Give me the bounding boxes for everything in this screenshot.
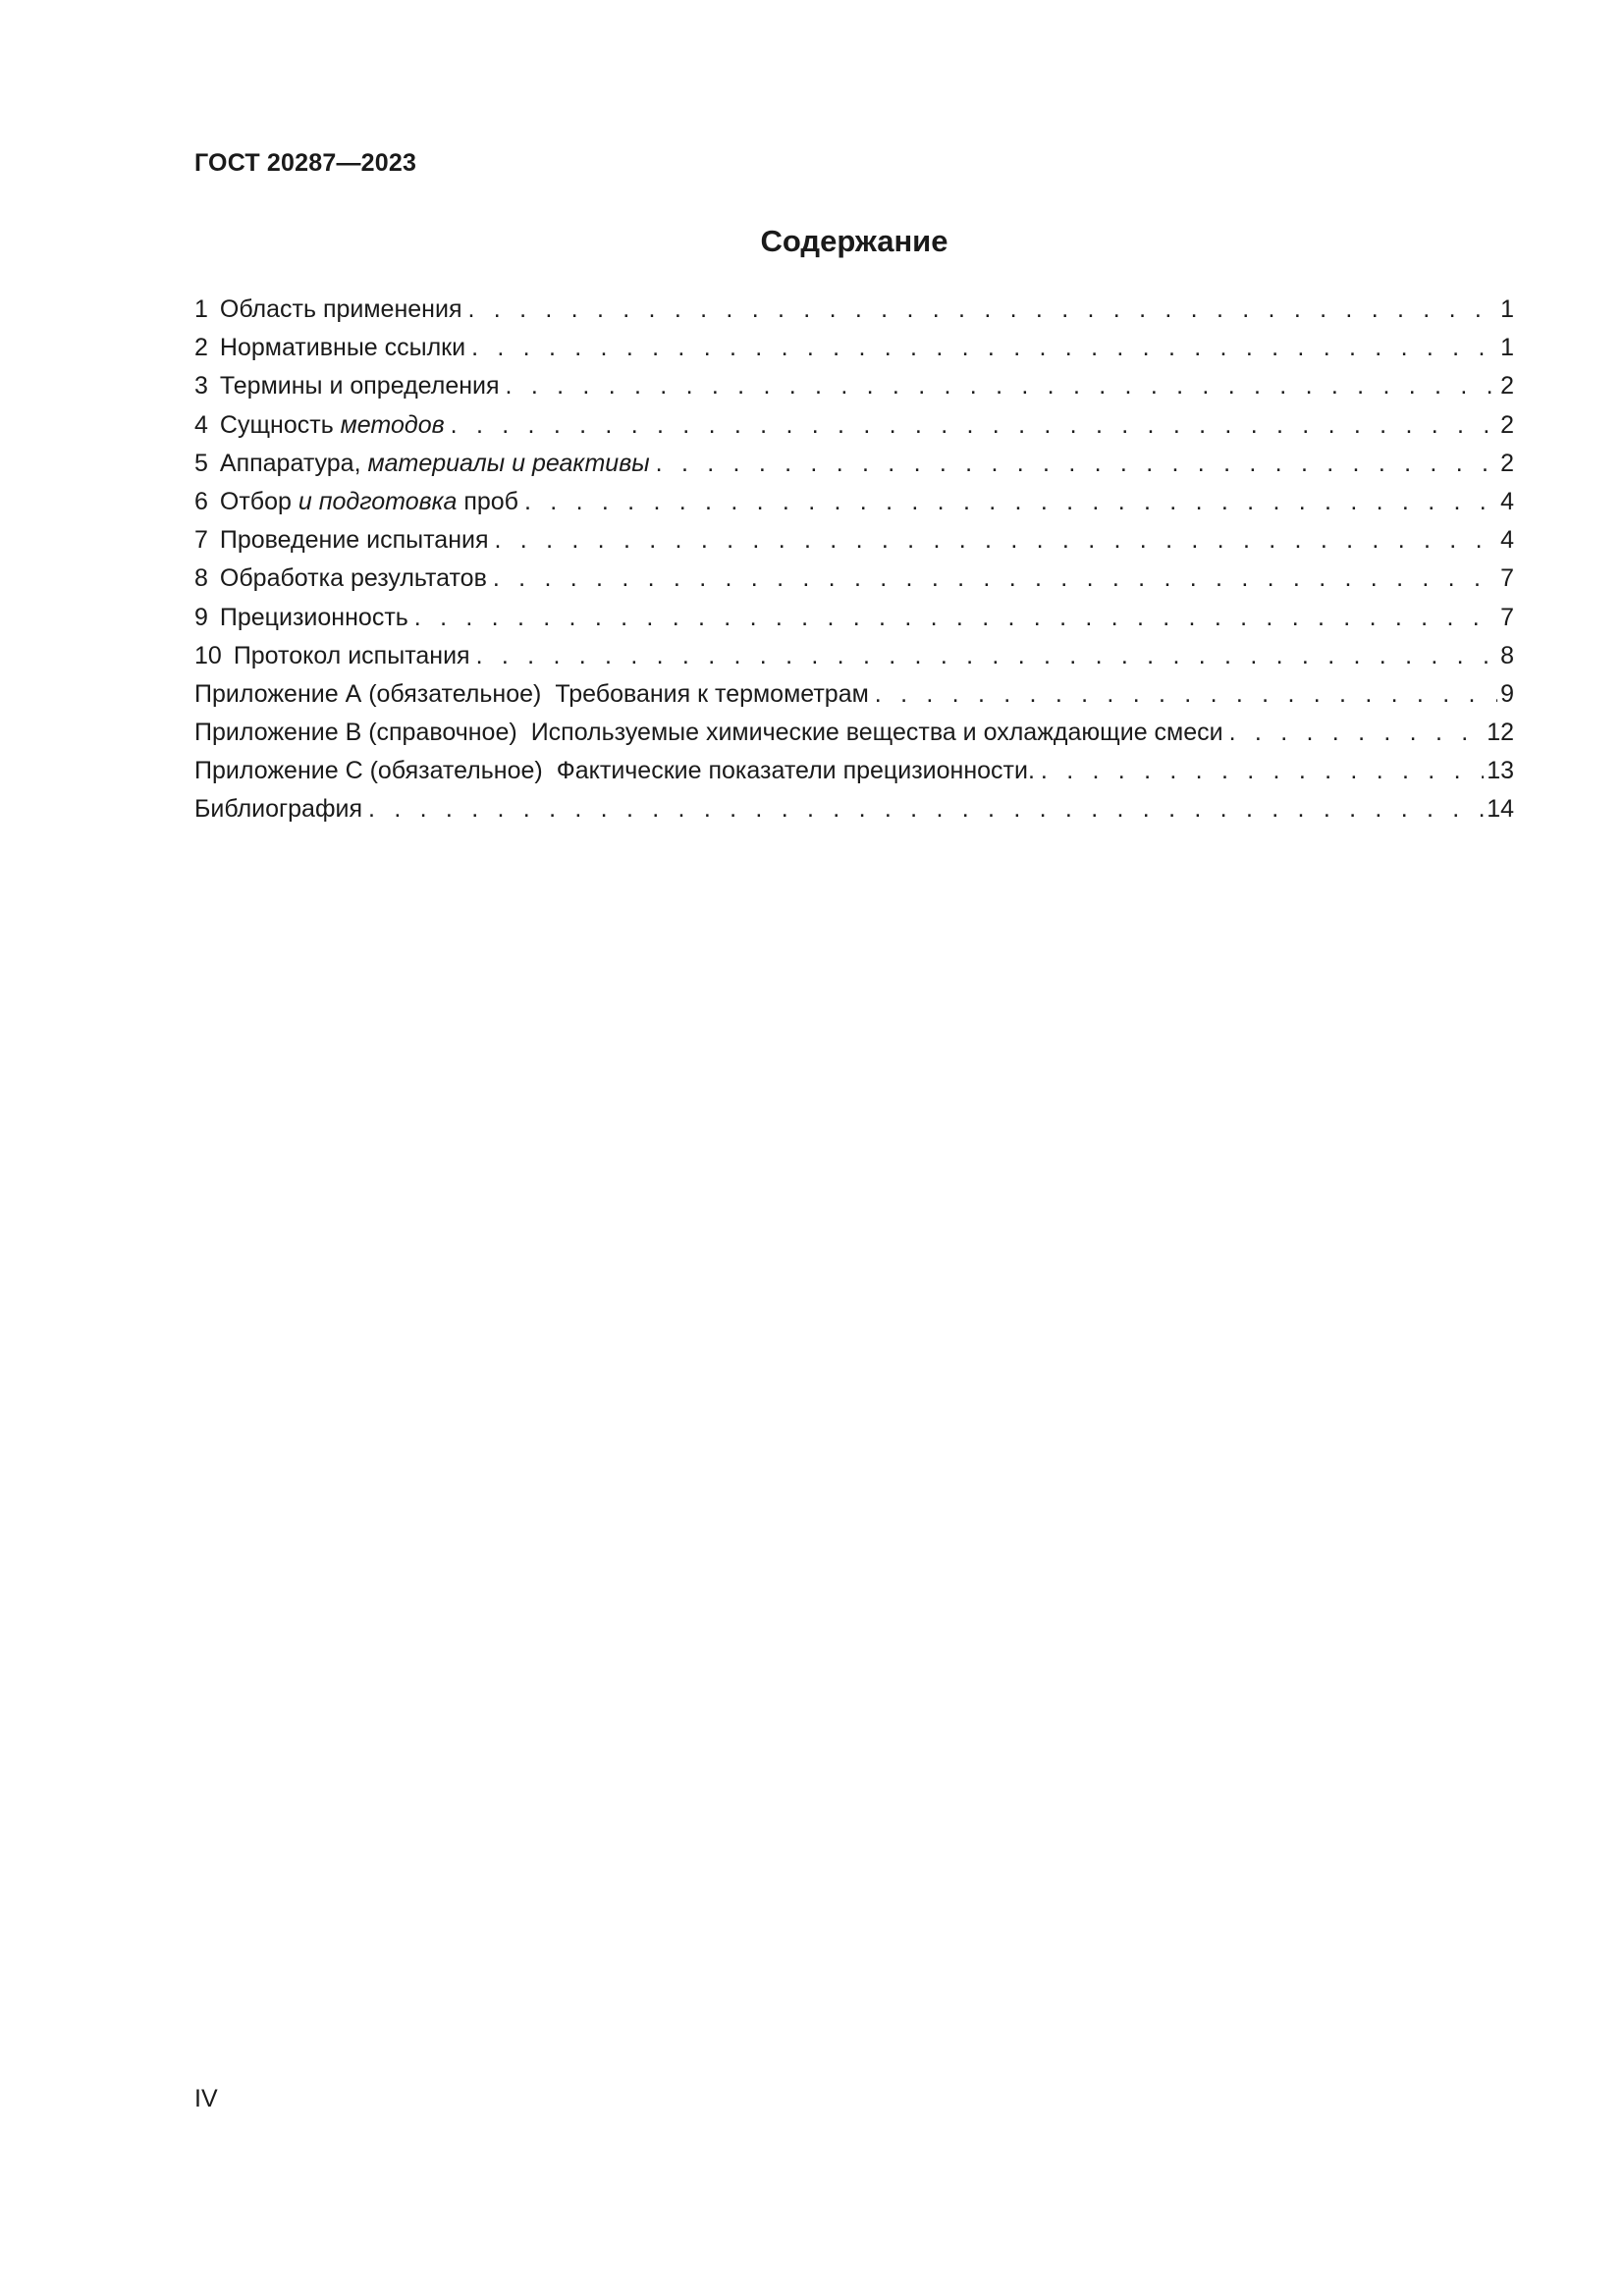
toc-entry-page: 1 xyxy=(1500,295,1514,323)
toc-annex-b[interactable] xyxy=(194,714,1514,752)
toc-entry-page: 4 xyxy=(1500,487,1514,515)
dot-leader xyxy=(476,637,1498,675)
dot-leader xyxy=(495,521,1498,560)
standard-code: ГОСТ 20287—2023 xyxy=(194,149,417,177)
toc-entry-number: 7 xyxy=(194,526,208,555)
annex-label: Приложение С (обязательное) xyxy=(194,757,543,785)
toc-entry-page: 7 xyxy=(1500,603,1514,631)
toc-entry-10[interactable] xyxy=(194,637,1514,675)
dot-leader xyxy=(506,367,1498,405)
toc-entry-title: Нормативные ссылки xyxy=(219,334,466,362)
toc-entry-9[interactable] xyxy=(194,599,1514,637)
dot-leader xyxy=(1041,752,1484,790)
toc-annex-a[interactable] xyxy=(194,675,1514,714)
toc-entry-title: Отбор и подготовка проб xyxy=(219,487,518,515)
dot-leader xyxy=(467,291,1497,329)
toc-entry-number: 8 xyxy=(194,564,208,593)
dot-leader xyxy=(414,599,1497,637)
annex-title: Используемые химические вещества и охлаждающие смеси xyxy=(530,719,1223,747)
toc-entry-1[interactable] xyxy=(194,291,1514,329)
toc-entry-6[interactable] xyxy=(194,483,1514,521)
toc-entry-number: 10 xyxy=(194,641,222,669)
bibliography-title: Библиография xyxy=(194,795,363,824)
toc-entry-page: 4 xyxy=(1500,526,1514,555)
toc-entry-title: Область применения xyxy=(219,295,462,323)
toc-annex-c[interactable] xyxy=(194,752,1514,790)
toc-entry-title: Обработка результатов xyxy=(219,564,487,593)
toc-entry-title: Прецизионность xyxy=(219,603,408,631)
dot-leader xyxy=(451,406,1497,445)
toc-entry-4[interactable] xyxy=(194,406,1514,445)
toc-entry-title: Протокол испытания xyxy=(233,641,470,669)
toc-entry-number: 3 xyxy=(194,372,208,400)
toc-entry-page: 2 xyxy=(1500,372,1514,400)
toc-entry-page: 12 xyxy=(1487,719,1514,747)
table-of-contents xyxy=(194,291,1514,829)
toc-entry-7[interactable] xyxy=(194,521,1514,560)
dot-leader xyxy=(493,560,1497,598)
toc-entry-number: 9 xyxy=(194,603,208,631)
annex-label: Приложение А (обязательное) xyxy=(194,679,542,708)
toc-entry-page: 13 xyxy=(1487,757,1514,785)
toc-entry-page: 2 xyxy=(1500,449,1514,477)
annex-title: Требования к термометрам xyxy=(555,679,869,708)
toc-entry-page: 1 xyxy=(1500,334,1514,362)
annex-title: Фактические показатели прецизионности. xyxy=(556,757,1035,785)
toc-entry-number: 1 xyxy=(194,295,208,323)
toc-entry-number: 4 xyxy=(194,410,208,439)
toc-entry-title: Аппаратура, материалы и реактивы xyxy=(219,449,650,477)
dot-leader xyxy=(875,675,1497,714)
toc-entry-2[interactable] xyxy=(194,329,1514,367)
toc-entry-3[interactable] xyxy=(194,367,1514,405)
page-number: IV xyxy=(194,2085,218,2112)
dot-leader xyxy=(1229,714,1485,752)
toc-entry-page: 8 xyxy=(1500,641,1514,669)
toc-entry-title: Термины и определения xyxy=(219,372,500,400)
dot-leader xyxy=(656,445,1497,483)
dot-leader xyxy=(524,483,1497,521)
toc-entry-title: Проведение испытания xyxy=(219,526,489,555)
toc-entry-page: 9 xyxy=(1500,679,1514,708)
toc-entry-5[interactable] xyxy=(194,445,1514,483)
toc-entry-page: 14 xyxy=(1487,795,1514,824)
toc-bibliography[interactable] xyxy=(194,790,1514,828)
toc-entry-page: 7 xyxy=(1500,564,1514,593)
toc-title: Содержание xyxy=(760,224,948,258)
toc-entry-title: Сущность методов xyxy=(219,410,445,439)
dot-leader xyxy=(368,790,1484,828)
annex-label: Приложение В (справочное) xyxy=(194,719,517,747)
toc-entry-8[interactable] xyxy=(194,560,1514,598)
toc-entry-number: 5 xyxy=(194,449,208,477)
toc-entry-page: 2 xyxy=(1500,410,1514,439)
toc-entry-number: 2 xyxy=(194,334,208,362)
toc-entry-number: 6 xyxy=(194,487,208,515)
dot-leader xyxy=(471,329,1497,367)
